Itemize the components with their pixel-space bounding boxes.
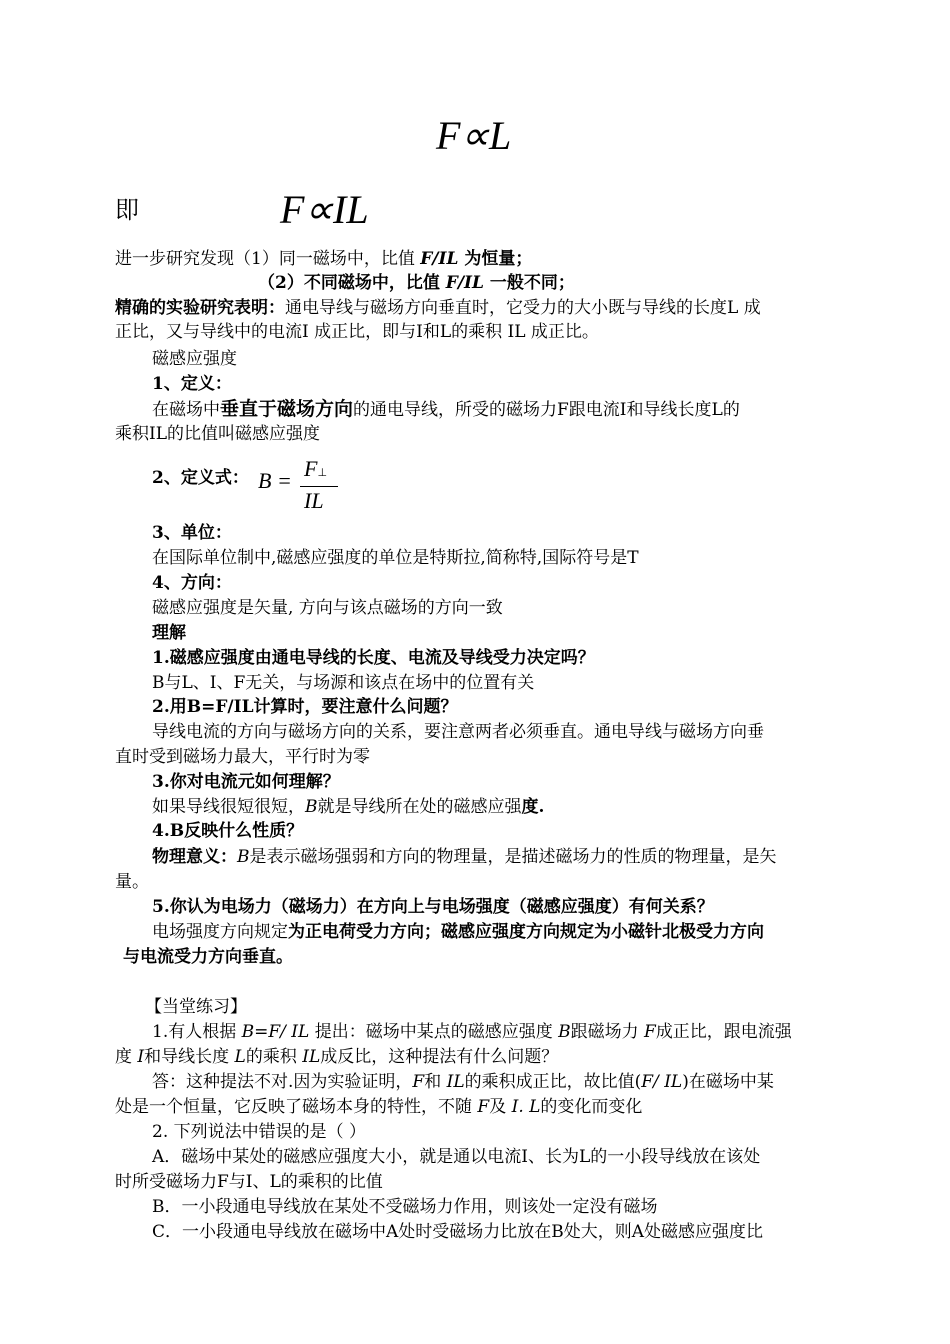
option-c: C．一小段通电导线放在磁场中A处时受磁场力比放在B处大，则A处磁感应强度比: [152, 1222, 764, 1242]
precise-text-1: 通电导线与磁场方向垂直时，它受力的大小既与导线的长度L 成: [285, 298, 761, 318]
pq1-g: 的乘积: [245, 1047, 303, 1067]
option-a-line-2: 时所受磁场力F与I、L的乘积的比值: [115, 1172, 383, 1192]
answer-3: [152, 795, 544, 819]
pq1-e: 度: [115, 1047, 138, 1067]
unit-text: 在国际单位制中,磁感应强度的单位是特斯拉,简称特,国际符号是T: [152, 548, 639, 568]
pans-c: 的乘积成正比，故比值(: [464, 1072, 642, 1092]
answer-5-bold-1: 为正电荷受力方向；磁感应强度方向规定为小磁针北极受力方向: [288, 922, 764, 942]
understand-title: 理解: [152, 623, 186, 643]
unit-title: 3、单位：: [152, 523, 232, 543]
pans-a: 答：这种提法不对.因为实验证明，: [152, 1072, 413, 1092]
answer-5-line-1: [152, 920, 764, 944]
pq1-L: L: [234, 1047, 246, 1067]
formula-num-f: F: [304, 456, 318, 481]
pans-F2: F: [477, 1097, 490, 1117]
heading-magnetic-induction: 磁感应强度: [152, 349, 237, 369]
definition-emphasis: 垂直于磁场方向: [220, 398, 354, 420]
precise-label: 精确的实验研究表明：: [115, 298, 285, 318]
question-2: 2.用B=F/IL计算时，要注意什么问题？: [152, 697, 458, 717]
pq1-F: F: [644, 1022, 656, 1042]
definition-line-1: [152, 397, 740, 422]
pans-IL2: I. L: [511, 1097, 541, 1117]
pq1-I: I: [137, 1047, 145, 1067]
research-text-2: （2）不同磁场中，比值: [258, 273, 446, 293]
answer-4-line-1: [152, 845, 777, 869]
ratio-text-2: F/IL: [445, 273, 484, 293]
pans-ratio: F/ IL: [641, 1072, 683, 1092]
pans-f: 及: [489, 1097, 512, 1117]
direction-title: 4、方向：: [152, 573, 232, 593]
answer-3-end: 度.: [521, 797, 545, 817]
research-suffix-2: 一般不同；: [483, 273, 575, 293]
ratio-text: F/IL: [420, 249, 459, 269]
pq1-B: B: [558, 1022, 571, 1042]
research-text: 进一步研究发现（1）同一磁场中，比值: [115, 249, 421, 269]
formula-lhs: B =: [258, 468, 292, 493]
pq1-c: 跟磁场力: [570, 1022, 645, 1042]
research-line-1: [115, 247, 532, 271]
pq1-d: 成正比，跟电流强: [655, 1022, 792, 1042]
pans-e: 处是一个恒量，它反映了磁场本身的特性，不随: [115, 1097, 478, 1117]
precise-line-1: [115, 296, 761, 320]
option-a-line-1: A．磁场中某处的磁感应强度大小，就是通以电流I、长为L的一小段导线放在该处: [152, 1147, 761, 1167]
answer-3-mid: 就是导线所在处的磁感应强: [317, 797, 522, 817]
pq1-a: 1.有人根据: [152, 1022, 242, 1042]
formula-title: 2、定义式：: [152, 468, 249, 488]
answer-5-pre: 电场强度方向规定: [152, 922, 288, 942]
definition-post: 的通电导线，所受的磁场力F跟电流I和导线长度L的: [353, 400, 740, 420]
definition-pre: 在磁场中: [152, 400, 220, 420]
pq1-formula: B=F/ IL: [241, 1022, 310, 1042]
question-3: 3.你对电流元如何理解？: [152, 772, 340, 792]
practice-q2: 2. 下列说法中错误的是（ ）: [152, 1122, 367, 1142]
answer-4-b: B: [237, 847, 250, 867]
answer-3-b: B: [305, 797, 318, 817]
definition-line-2: 乘积IL的比值叫磁感应强度: [115, 424, 321, 444]
practice-title: 【当堂练习】: [145, 997, 247, 1017]
formula-f-prop-l: F∝L: [436, 113, 512, 158]
pans-F: F: [412, 1072, 425, 1092]
pq1-f: 和导线长度: [144, 1047, 235, 1067]
question-1: 1.磁感应强度由通电导线的长度、电流及导线受力决定吗？: [152, 648, 595, 668]
pans-d: )在磁场中某: [682, 1072, 774, 1092]
practice-q1-line-2: [115, 1045, 558, 1069]
practice-q1-line-1: [152, 1020, 792, 1044]
pq1-h: 成反比，这种提法有什么问题？: [320, 1047, 559, 1067]
question-5: 5.你认为电场力（磁场力）在方向上与电场强度（磁感应强度）有何关系？: [152, 897, 714, 917]
definition-title: 1、定义：: [152, 374, 232, 394]
pq1-IL: IL: [302, 1047, 321, 1067]
pans-b: 和: [424, 1072, 447, 1092]
formula-perp-sub: ⊥: [317, 467, 328, 479]
answer-5-line-2: 与电流受力方向垂直。: [123, 947, 293, 967]
pans-IL: IL: [446, 1072, 465, 1092]
answer-4-text: 是表示磁场强弱和方向的物理量，是描述磁场力的性质的物理量，是矢: [249, 847, 777, 867]
question-4: 4.B反映什么性质？: [152, 821, 304, 841]
pq1-b: 提出：磁场中某点的磁感应强度: [309, 1022, 559, 1042]
formula-numerator: [304, 456, 327, 482]
formula-f-prop-il: F∝IL: [280, 187, 369, 232]
answer-2-line-1: 导线电流的方向与磁场方向的关系，要注意两者必须垂直。通电导线与磁场方向垂: [152, 722, 764, 742]
ji-label: 即: [115, 196, 139, 224]
answer-1: B与L、I、F无关，与场源和该点在场中的位置有关: [152, 673, 535, 693]
practice-answer-line-2: [115, 1095, 642, 1119]
precise-line-2: 正比，又与导线中的电流I 成正比，即与I和L的乘积 IL 成正比。: [115, 322, 599, 342]
pans-g: 的变化而变化: [540, 1097, 643, 1117]
answer-3-pre: 如果导线很短很短，: [152, 797, 305, 817]
answer-4-label: 物理意义：: [152, 847, 237, 867]
fraction-bar: [300, 486, 338, 487]
option-b: B．一小段通电导线放在某处不受磁场力作用，则该处一定没有磁场: [152, 1197, 658, 1217]
research-suffix: 为恒量；: [458, 249, 533, 269]
research-line-2: [258, 271, 575, 295]
formula-denominator: IL: [304, 488, 324, 513]
practice-answer-line-1: [152, 1070, 774, 1094]
direction-text: 磁感应强度是矢量, 方向与该点磁场的方向一致: [152, 598, 503, 618]
answer-2-line-2: 直时受到磁场力最大，平行时为零: [115, 747, 370, 767]
answer-4-line-2: 量。: [115, 872, 149, 892]
